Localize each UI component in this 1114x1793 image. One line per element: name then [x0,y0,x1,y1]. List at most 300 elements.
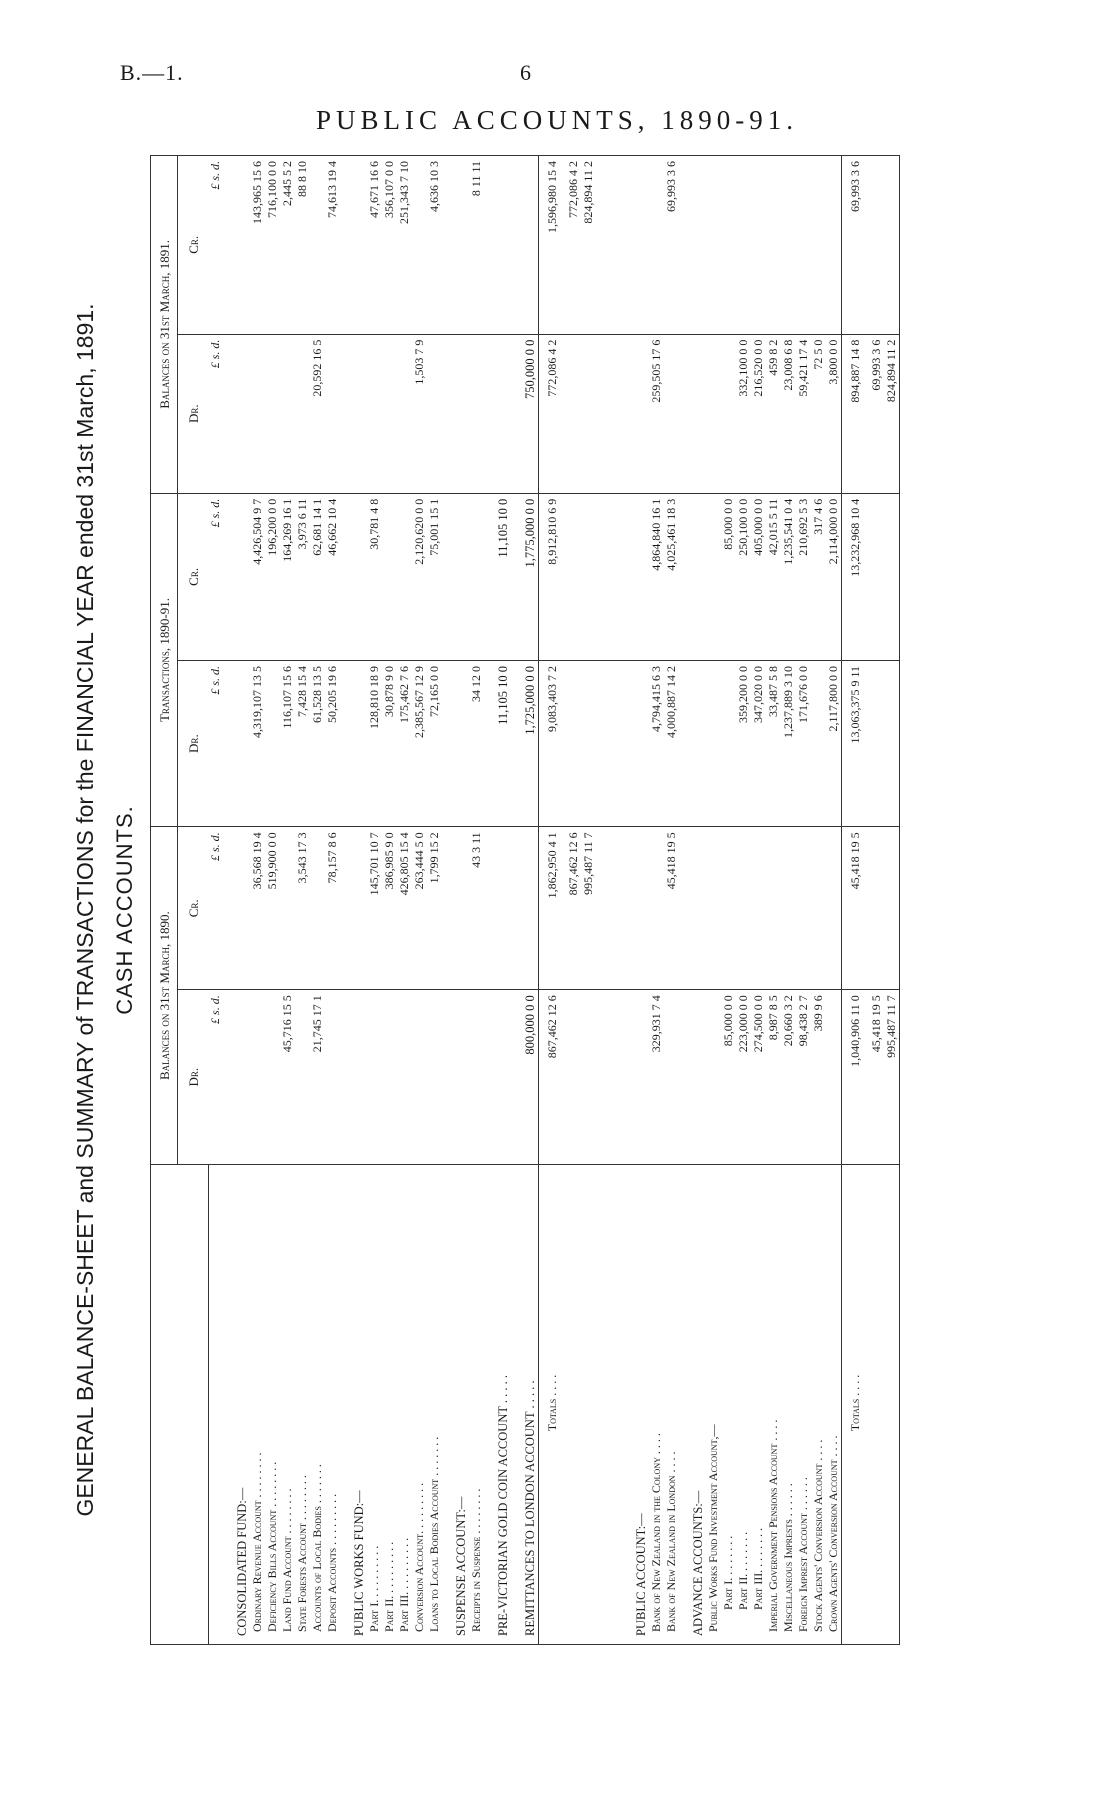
value-cell: 8,912,810 6 9 [539,493,567,660]
value-cell [397,334,412,493]
value-cell: 43 3 11 [469,827,484,990]
value-cell [566,493,581,660]
value-cell [442,156,469,335]
totals-net-row [884,156,900,1645]
value-cell [706,493,721,660]
value-cell [484,334,511,493]
account-label: Crown Agents' Conversion Account . . . . [826,1165,842,1645]
section-header [679,156,706,1645]
totals-offset-row [869,156,884,1645]
account-row [484,156,511,1645]
value-cell [325,334,340,493]
value-cell [223,990,250,1165]
value-cell: 329,931 7 4 [649,990,664,1165]
value-cell: 359,200 0 0 [736,660,751,826]
value-cell [223,660,250,826]
account-row [649,156,664,1645]
value-cell [811,827,826,990]
value-cell: 69,993 3 6 [664,156,679,335]
value-cell: 1,775,000 0 0 [511,493,539,660]
value-cell [811,660,826,826]
value-cell: 85,000 0 0 [721,990,736,1165]
value-cell [596,660,622,826]
value-cell: 251,343 7 10 [397,156,412,335]
section-header [622,156,649,1645]
value-cell: 347,020 0 0 [751,660,766,826]
value-cell: 23,008 6 8 [781,334,796,493]
value-cell: 8,987 8 5 [766,990,781,1165]
value-cell: 59,421 17 4 [796,334,811,493]
value-cell: 20,660 3 2 [781,990,796,1165]
value-cell: 61,528 13 5 [310,660,325,826]
value-cell [796,827,811,990]
section-header [442,156,469,1645]
account-row [706,156,721,1645]
value-cell: 210,692 5 3 [796,493,811,660]
value-cell: 800,000 0 0 [511,990,539,1165]
units-cell: £ s. d. [208,827,223,990]
value-cell [442,990,469,1165]
value-cell [412,156,427,335]
account-label: Imperial Government Pensions Account . . . . [766,1165,781,1645]
value-cell: 216,520 0 0 [751,334,766,493]
value-cell [511,156,539,335]
value-cell [382,493,397,660]
account-label: Miscellaneous Imprests . . . . . . [781,1165,796,1645]
value-cell [442,334,469,493]
row-label [596,1165,622,1645]
value-cell [280,827,295,990]
value-cell [250,990,265,1165]
value-cell [223,156,250,335]
value-cell [664,990,679,1165]
value-cell: 2,385,567 12 9 [412,660,427,826]
value-cell [622,493,649,660]
value-cell: 11,105 10 0 [484,493,511,660]
value-cell [310,156,325,335]
value-cell: 389 9 6 [811,990,826,1165]
value-cell [581,334,596,493]
value-cell [310,827,325,990]
account-row [811,156,826,1645]
value-cell: 45,418 19 5 [842,827,870,990]
units-cell: £ s. d. [208,660,223,826]
value-cell [596,156,622,335]
account-row [397,156,412,1645]
value-cell: 7,428 15 4 [295,660,310,826]
value-cell: 13,232,968 10 4 [842,493,870,660]
value-cell: 1,799 15 2 [427,827,442,990]
value-cell [596,827,622,990]
account-row [766,156,781,1645]
row-label [581,1165,596,1645]
value-cell [469,334,484,493]
value-cell [367,334,382,493]
col-group-transactions: Transactions, 1890-91. [151,493,178,827]
section-title: CONSOLIDATED FUND:— [223,1165,250,1645]
account-label: Ordinary Revenue Account . . . . . . . . [250,1165,265,1645]
account-row [826,156,842,1645]
value-cell: 88 8 10 [295,156,310,335]
account-label: Land Fund Account . . . . . . . . [280,1165,295,1645]
value-cell: 4,794,415 6 3 [649,660,664,826]
value-cell: 1,237,889 3 10 [781,660,796,826]
value-cell: 45,418 19 5 [869,990,884,1165]
value-cell [884,493,900,660]
value-cell: 128,810 18 9 [367,660,382,826]
value-cell: 332,100 0 0 [736,334,751,493]
value-cell: 33,487 5 8 [766,660,781,826]
account-label: Deficiency Bills Account . . . . . . . . [265,1165,280,1645]
table-body [208,156,900,1645]
value-cell [884,156,900,335]
value-cell: 2,117,800 0 0 [826,660,842,826]
value-cell: 1,040,906 11 0 [842,990,870,1165]
value-cell: 46,662 10 4 [325,493,340,660]
value-cell [340,990,367,1165]
account-label: Foreign Imprest Account . . . . . . [796,1165,811,1645]
value-cell: 1,862,950 4 1 [539,827,567,990]
units-cell: £ s. d. [208,990,223,1165]
value-cell [340,493,367,660]
totals-label: Totals . . . . [539,1165,567,1645]
value-cell: 1,596,980 15 4 [539,156,567,335]
value-cell [706,156,721,335]
section-header [223,156,250,1645]
value-cell [566,990,581,1165]
value-cell: 867,462 12 6 [539,990,567,1165]
value-cell [721,660,736,826]
section-title: PUBLIC WORKS FUND:— [340,1165,367,1645]
section-title: PUBLIC ACCOUNT:— [622,1165,649,1645]
account-row [751,156,766,1645]
value-cell: 2,114,000 0 0 [826,493,842,660]
value-cell [412,990,427,1165]
value-cell [325,990,340,1165]
account-label: Conversion Account. . . . . . . . . [412,1165,427,1645]
account-label: Deposit Accounts . . . . . . . . . [325,1165,340,1645]
value-cell [382,990,397,1165]
account-label: State Forests Account . . . . . . . . [295,1165,310,1645]
row-label [884,1165,900,1645]
value-cell [781,827,796,990]
value-cell [581,990,596,1165]
value-cell [511,827,539,990]
account-row [781,156,796,1645]
value-cell [469,990,484,1165]
value-cell: 75,001 15 1 [427,493,442,660]
value-cell [223,827,250,990]
value-cell [826,156,842,335]
value-cell: 4,025,461 18 3 [664,493,679,660]
value-cell: 2,445 5 2 [280,156,295,335]
value-cell [581,493,596,660]
value-cell [721,156,736,335]
value-cell: 50,205 19 6 [325,660,340,826]
col-group-balances-1891: Balances on 31st March, 1891. [151,156,178,494]
value-cell [622,827,649,990]
value-cell [484,990,511,1165]
col-cr: Cr. [178,827,209,990]
value-cell [596,493,622,660]
section-title: REMITTANCES TO LONDON ACCOUNT . . . . . [511,1165,539,1645]
value-cell: 20,592 16 5 [310,334,325,493]
account-row [469,156,484,1645]
value-cell: 274,500 0 0 [751,990,766,1165]
value-cell [427,990,442,1165]
value-cell: 250,100 0 0 [736,493,751,660]
value-cell: 716,100 0 0 [265,156,280,335]
account-row [310,156,325,1645]
account-label: Part III. . . . . . . . . . [397,1165,412,1645]
value-cell: 894,887 14 8 [842,334,870,493]
value-cell: 171,676 0 0 [796,660,811,826]
account-label: Part II. . . . . . . . . . [382,1165,397,1645]
account-label: Stock Agents' Conversion Account . . . . [811,1165,826,1645]
account-row [427,156,442,1645]
value-cell [736,156,751,335]
value-cell [484,156,511,335]
value-cell [679,156,706,335]
account-row [367,156,382,1645]
value-cell: 74,613 19 4 [325,156,340,335]
col-cr: Cr. [178,156,209,335]
row-label [869,1165,884,1645]
page-title: PUBLIC ACCOUNTS, 1890-91. [315,105,799,135]
totals-row [842,156,870,1645]
totals-net-row [581,156,596,1645]
value-cell: 772,086 4 2 [539,334,567,493]
value-cell: 30,878 9 0 [382,660,397,826]
section-header [340,156,367,1645]
value-cell: 3,543 17 3 [295,827,310,990]
value-cell [679,660,706,826]
account-label: Part I. . . . . . . . [721,1165,736,1645]
value-cell: 11,105 10 0 [484,660,511,826]
value-cell: 317 4 6 [811,493,826,660]
value-cell [340,827,367,990]
value-cell: 45,418 19 5 [664,827,679,990]
account-row [265,156,280,1645]
account-row [664,156,679,1645]
value-cell: 259,505 17 6 [649,334,664,493]
value-cell: 42,015 5 11 [766,493,781,660]
value-cell [706,827,721,990]
totals-row [539,156,567,1645]
value-cell [265,990,280,1165]
col-dr: Dr. [178,660,209,826]
account-row [280,156,295,1645]
value-cell: 824,894 11 2 [884,334,900,493]
account-column-header [151,1165,209,1645]
value-cell: 145,701 10 7 [367,827,382,990]
value-cell [869,827,884,990]
value-cell: 36,568 19 4 [250,827,265,990]
page-number: 6 [520,60,532,85]
page-reference: B.—1. [120,60,184,85]
account-row [250,156,265,1645]
value-cell [826,827,842,990]
value-cell: 867,462 12 6 [566,827,581,990]
value-cell [679,334,706,493]
value-cell: 356,107 0 0 [382,156,397,335]
value-cell [442,660,469,826]
value-cell [664,334,679,493]
value-cell: 98,438 2 7 [796,990,811,1165]
value-cell: 47,671 16 6 [367,156,382,335]
totals-label: Totals . . . . [842,1165,870,1645]
value-cell: 4,000,887 14 2 [664,660,679,826]
value-cell: 405,000 0 0 [751,493,766,660]
value-cell: 196,200 0 0 [265,493,280,660]
row-label [566,1165,581,1645]
value-cell [295,990,310,1165]
value-cell [622,334,649,493]
account-label: Receipts in Suspense . . . . . . . . [469,1165,484,1645]
value-cell [706,990,721,1165]
value-cell [596,334,622,493]
account-row [412,156,427,1645]
value-cell [280,334,295,493]
value-cell [869,156,884,335]
value-cell [679,493,706,660]
value-cell [250,334,265,493]
value-cell: 263,444 5 0 [412,827,427,990]
value-cell: 164,269 16 1 [280,493,295,660]
value-cell: 426,805 15 4 [397,827,412,990]
sheet-title: GENERAL BALANCE-SHEET and SUMMARY of TRANSACTIONS for the FINANCIAL YEAR ended 31st March, 1891. [72,303,98,1517]
rotated-balance-sheet [60,100,1030,1720]
value-cell [566,660,581,826]
value-cell: 45,716 15 5 [280,990,295,1165]
value-cell [340,334,367,493]
account-label: Part I. . . . . . . . . . [367,1165,382,1645]
value-cell [884,660,900,826]
value-cell: 175,462 7 6 [397,660,412,826]
value-cell: 143,965 15 6 [250,156,265,335]
value-cell [706,334,721,493]
value-cell: 2,120,620 0 0 [412,493,427,660]
value-cell [766,156,781,335]
value-cell [622,660,649,826]
section-title: PRE-VICTORIAN GOLD COIN ACCOUNT . . . . . [484,1165,511,1645]
value-cell: 995,487 11 7 [884,990,900,1165]
spacer-row [596,156,622,1645]
section-title: ADVANCE ACCOUNTS:— [679,1165,706,1645]
value-cell [721,334,736,493]
value-cell [340,156,367,335]
col-dr: Dr. [178,334,209,493]
account-label: Part III. . . . . . . . [751,1165,766,1645]
value-cell: 72 5 0 [811,334,826,493]
value-cell: 69,993 3 6 [869,334,884,493]
value-cell [869,660,884,826]
value-cell: 62,681 14 1 [310,493,325,660]
value-cell [484,827,511,990]
value-cell: 3,800 0 0 [826,334,842,493]
value-cell: 13,063,375 9 11 [842,660,870,826]
col-cr: Cr. [178,493,209,660]
account-label: Part II. . . . . . . . [736,1165,751,1645]
value-cell: 1,725,000 0 0 [511,660,539,826]
value-cell [766,827,781,990]
value-cell: 750,000 0 0 [511,334,539,493]
value-cell: 34 12 0 [469,660,484,826]
value-cell [442,827,469,990]
value-cell: 4,319,107 13 5 [250,660,265,826]
units-cell: £ s. d. [208,493,223,660]
units-row [208,156,223,1645]
value-cell: 85,000 0 0 [721,493,736,660]
value-cell [622,156,649,335]
value-cell [679,827,706,990]
value-cell [223,493,250,660]
value-cell [736,827,751,990]
account-label: Bank of New Zealand in London . . . . [664,1165,679,1645]
value-cell [427,334,442,493]
value-cell [397,990,412,1165]
value-cell [649,827,664,990]
value-cell [826,990,842,1165]
value-cell: 116,107 15 6 [280,660,295,826]
value-cell: 995,487 11 7 [581,827,596,990]
col-group-balances-1890: Balances on 31st March, 1890. [151,827,178,1165]
account-label: Accounts of Local Bodies . . . . . . . [310,1165,325,1645]
value-cell [751,827,766,990]
value-cell [265,660,280,826]
account-label: Bank of New Zealand in the Colony . . . . [649,1165,664,1645]
value-cell [679,990,706,1165]
value-cell [397,493,412,660]
account-row [736,156,751,1645]
value-cell: 772,086 4 2 [566,156,581,335]
value-cell [869,493,884,660]
balance-table [150,155,900,1645]
sheet-subtitle: CASH ACCOUNTS. [112,805,137,1015]
section-title: SUSPENSE ACCOUNT:— [442,1165,469,1645]
account-row [721,156,736,1645]
value-cell [596,990,622,1165]
value-cell: 9,083,403 7 2 [539,660,567,826]
value-cell: 824,894 11 2 [581,156,596,335]
account-row [295,156,310,1645]
account-row [325,156,340,1645]
units-cell: £ s. d. [208,334,223,493]
value-cell: 30,781 4 8 [367,493,382,660]
value-cell [706,660,721,826]
account-label: Loans to Local Bodies Account . . . . . . . [427,1165,442,1645]
account-row [796,156,811,1645]
value-cell: 4,426,504 9 7 [250,493,265,660]
value-cell [566,334,581,493]
value-cell [884,827,900,990]
value-cell [223,334,250,493]
value-cell [751,156,766,335]
value-cell [721,827,736,990]
account-label: Public Works Fund Investment Account,— [706,1165,721,1645]
value-cell [265,334,280,493]
account-row [382,156,397,1645]
value-cell [796,156,811,335]
value-cell [442,493,469,660]
value-cell: 4,636 10 3 [427,156,442,335]
value-cell [649,156,664,335]
value-cell [367,990,382,1165]
value-cell [781,156,796,335]
value-cell: 4,864,840 16 1 [649,493,664,660]
value-cell: 72,165 0 0 [427,660,442,826]
value-cell [340,660,367,826]
